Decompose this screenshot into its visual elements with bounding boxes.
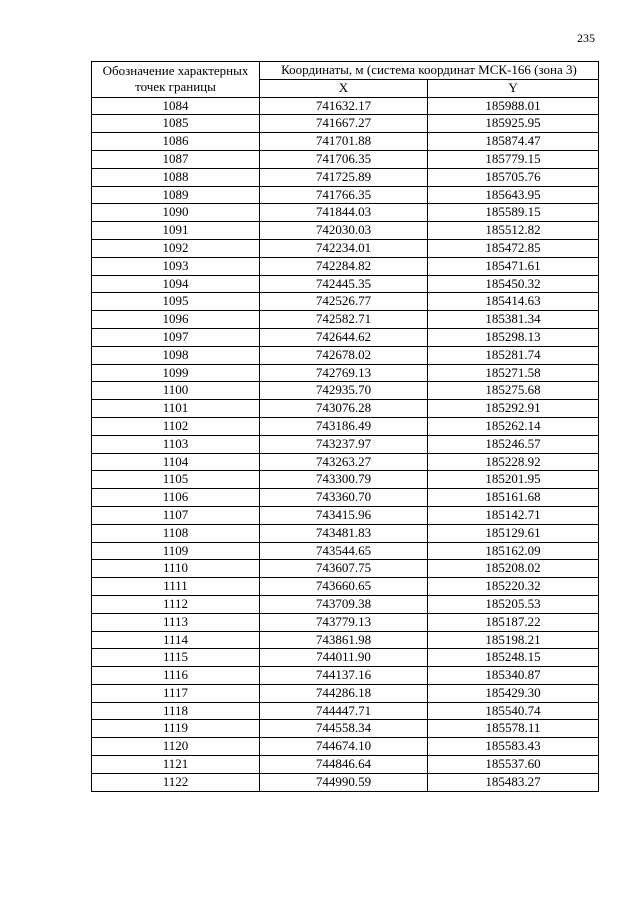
x-coordinate-cell: 743360.70 [260,489,428,507]
x-coordinate-cell: 744846.64 [260,756,428,774]
x-coordinate-cell: 744990.59 [260,773,428,791]
y-coordinate-cell: 185162.09 [428,542,599,560]
y-coordinate-cell: 185205.53 [428,595,599,613]
point-id-cell: 1112 [92,595,260,613]
y-coordinate-cell: 185925.95 [428,115,599,133]
point-id-cell: 1095 [92,293,260,311]
point-id-cell: 1110 [92,560,260,578]
x-coordinate-cell: 742030.03 [260,222,428,240]
y-coordinate-cell: 185583.43 [428,738,599,756]
table-row [92,667,599,685]
x-coordinate-cell: 742935.70 [260,382,428,400]
x-coordinate-cell: 744011.90 [260,649,428,667]
table-row [92,275,599,293]
table-row [92,346,599,364]
point-id-cell: 1118 [92,702,260,720]
coordinates-table [91,61,599,792]
table-row [92,489,599,507]
header-y: Y [428,79,599,97]
table-row [92,115,599,133]
point-id-cell: 1101 [92,400,260,418]
x-coordinate-cell: 744674.10 [260,738,428,756]
x-coordinate-cell: 741766.35 [260,186,428,204]
x-coordinate-cell: 743076.28 [260,400,428,418]
header-x: X [260,79,428,97]
table-row [92,150,599,168]
y-coordinate-cell: 185450.32 [428,275,599,293]
table-row [92,684,599,702]
point-id-cell: 1090 [92,204,260,222]
point-id-cell: 1111 [92,578,260,596]
y-coordinate-cell: 185381.34 [428,311,599,329]
y-coordinate-cell: 185589.15 [428,204,599,222]
y-coordinate-cell: 185262.14 [428,417,599,435]
x-coordinate-cell: 743263.27 [260,453,428,471]
table-row [92,542,599,560]
table-row [92,133,599,151]
table-row [92,311,599,329]
y-coordinate-cell: 185246.57 [428,435,599,453]
x-coordinate-cell: 742234.01 [260,239,428,257]
y-coordinate-cell: 185298.13 [428,328,599,346]
table-row [92,168,599,186]
table-row [92,239,599,257]
point-id-cell: 1103 [92,435,260,453]
x-coordinate-cell: 742644.62 [260,328,428,346]
y-coordinate-cell: 185271.58 [428,364,599,382]
y-coordinate-cell: 185292.91 [428,400,599,418]
table-row [92,756,599,774]
point-id-cell: 1102 [92,417,260,435]
point-id-cell: 1114 [92,631,260,649]
table-row [92,204,599,222]
table-row [92,257,599,275]
page-number: 235 [577,31,595,45]
x-coordinate-cell: 741844.03 [260,204,428,222]
point-id-cell: 1107 [92,506,260,524]
table-row [92,702,599,720]
y-coordinate-cell: 185275.68 [428,382,599,400]
x-coordinate-cell: 741706.35 [260,150,428,168]
y-coordinate-cell: 185578.11 [428,720,599,738]
x-coordinate-cell: 743186.49 [260,417,428,435]
x-coordinate-cell: 743237.97 [260,435,428,453]
table-row [92,631,599,649]
y-coordinate-cell: 185483.27 [428,773,599,791]
y-coordinate-cell: 185208.02 [428,560,599,578]
point-id-cell: 1088 [92,168,260,186]
table-row [92,293,599,311]
y-coordinate-cell: 185537.60 [428,756,599,774]
x-coordinate-cell: 741632.17 [260,97,428,115]
point-id-cell: 1093 [92,257,260,275]
table-row [92,471,599,489]
table-row [92,453,599,471]
table-row [92,720,599,738]
point-id-cell: 1086 [92,133,260,151]
y-coordinate-cell: 185471.61 [428,257,599,275]
x-coordinate-cell: 744447.71 [260,702,428,720]
point-id-cell: 1122 [92,773,260,791]
table-row [92,400,599,418]
table-row [92,186,599,204]
point-id-cell: 1113 [92,613,260,631]
table-row [92,524,599,542]
table-row [92,738,599,756]
point-id-cell: 1119 [92,720,260,738]
y-coordinate-cell: 185161.68 [428,489,599,507]
table-row [92,97,599,115]
point-id-cell: 1089 [92,186,260,204]
point-id-cell: 1116 [92,667,260,685]
point-id-cell: 1120 [92,738,260,756]
x-coordinate-cell: 744286.18 [260,684,428,702]
point-id-cell: 1097 [92,328,260,346]
y-coordinate-cell: 185779.15 [428,150,599,168]
x-coordinate-cell: 743544.65 [260,542,428,560]
table-row [92,435,599,453]
table-body [92,97,599,791]
point-id-cell: 1094 [92,275,260,293]
y-coordinate-cell: 185429.30 [428,684,599,702]
point-id-cell: 1104 [92,453,260,471]
table-row [92,506,599,524]
y-coordinate-cell: 185414.63 [428,293,599,311]
point-id-cell: 1092 [92,239,260,257]
y-coordinate-cell: 185228.92 [428,453,599,471]
table-row [92,613,599,631]
point-id-cell: 1099 [92,364,260,382]
y-coordinate-cell: 185705.76 [428,168,599,186]
x-coordinate-cell: 741667.27 [260,115,428,133]
x-coordinate-cell: 743481.83 [260,524,428,542]
y-coordinate-cell: 185874.47 [428,133,599,151]
x-coordinate-cell: 744558.34 [260,720,428,738]
y-coordinate-cell: 185129.61 [428,524,599,542]
y-coordinate-cell: 185540.74 [428,702,599,720]
table-row [92,560,599,578]
y-coordinate-cell: 185472.85 [428,239,599,257]
y-coordinate-cell: 185142.71 [428,506,599,524]
x-coordinate-cell: 743607.75 [260,560,428,578]
table-row [92,595,599,613]
x-coordinate-cell: 742678.02 [260,346,428,364]
header-coordinates-group: Координаты, м (система координат МСК-166 (зона 3) [260,62,599,80]
y-coordinate-cell: 185988.01 [428,97,599,115]
table-row [92,328,599,346]
point-id-cell: 1105 [92,471,260,489]
y-coordinate-cell: 185187.22 [428,613,599,631]
x-coordinate-cell: 743861.98 [260,631,428,649]
y-coordinate-cell: 185248.15 [428,649,599,667]
x-coordinate-cell: 742582.71 [260,311,428,329]
y-coordinate-cell: 185281.74 [428,346,599,364]
y-coordinate-cell: 185220.32 [428,578,599,596]
y-coordinate-cell: 185512.82 [428,222,599,240]
point-id-cell: 1098 [92,346,260,364]
x-coordinate-cell: 743300.79 [260,471,428,489]
point-id-cell: 1100 [92,382,260,400]
table-row [92,649,599,667]
x-coordinate-cell: 742769.13 [260,364,428,382]
x-coordinate-cell: 742445.35 [260,275,428,293]
table-row [92,578,599,596]
x-coordinate-cell: 742526.77 [260,293,428,311]
x-coordinate-cell: 742284.82 [260,257,428,275]
point-id-cell: 1117 [92,684,260,702]
x-coordinate-cell: 743415.96 [260,506,428,524]
x-coordinate-cell: 743660.65 [260,578,428,596]
y-coordinate-cell: 185198.21 [428,631,599,649]
point-id-cell: 1121 [92,756,260,774]
table-header-row [92,62,599,80]
point-id-cell: 1106 [92,489,260,507]
x-coordinate-cell: 744137.16 [260,667,428,685]
x-coordinate-cell: 743779.13 [260,613,428,631]
x-coordinate-cell: 743709.38 [260,595,428,613]
header-point-designation: Обозначение характерных точек границы [92,62,260,98]
x-coordinate-cell: 741701.88 [260,133,428,151]
table-row [92,773,599,791]
table-row [92,222,599,240]
point-id-cell: 1108 [92,524,260,542]
y-coordinate-cell: 185643.95 [428,186,599,204]
table-row [92,364,599,382]
y-coordinate-cell: 185340.87 [428,667,599,685]
table-row [92,417,599,435]
y-coordinate-cell: 185201.95 [428,471,599,489]
point-id-cell: 1087 [92,150,260,168]
point-id-cell: 1096 [92,311,260,329]
point-id-cell: 1115 [92,649,260,667]
table-row [92,382,599,400]
point-id-cell: 1109 [92,542,260,560]
point-id-cell: 1091 [92,222,260,240]
point-id-cell: 1084 [92,97,260,115]
point-id-cell: 1085 [92,115,260,133]
x-coordinate-cell: 741725.89 [260,168,428,186]
